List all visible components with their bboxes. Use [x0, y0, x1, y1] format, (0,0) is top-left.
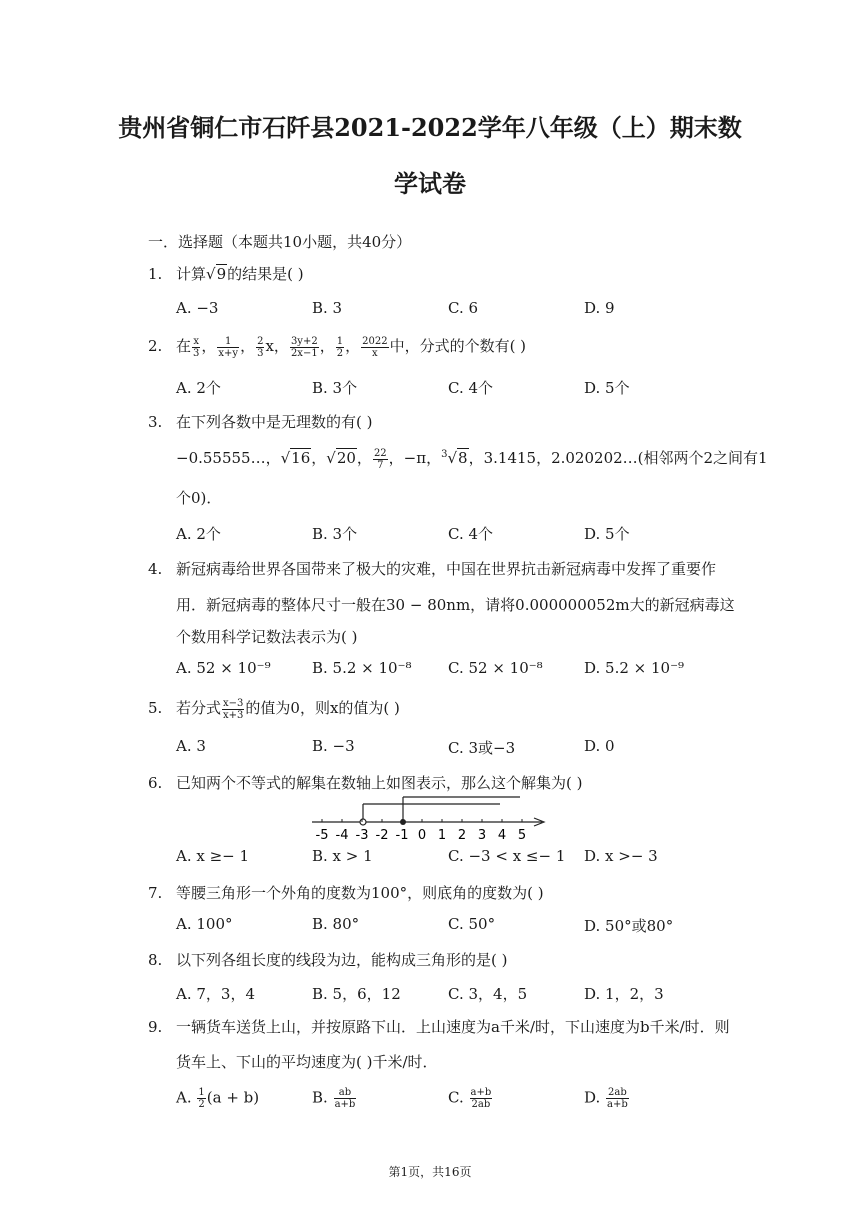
question-2: 2. 在 $\frac{x}{3}$ ， $\frac{1}{x+y}$ ， $\frac{2}{3}$ x， $\frac{3y+2}{2x-1}$ ， $\frac{1}{2}$ ， $\frac{2022}{x}$ 中，分式的个数有( ) — [148, 335, 527, 359]
open-circle-point — [360, 819, 366, 825]
q8-option-d: D. 1，2，3 — [584, 985, 664, 1003]
closed-circle-point — [400, 819, 406, 825]
question-5: 5. 若分式 $\frac{x-3}{x+3}$ 的值为0，则x的值为( ) — [148, 697, 400, 721]
q3-line-3: 个0)． — [176, 489, 222, 507]
q5-option-d: D. 0 — [584, 737, 615, 755]
q8-option-b: B. 5，6，12 — [312, 985, 401, 1003]
q4-option-a: A. 52 × 10⁻⁹ — [176, 659, 271, 677]
q9-option-a: A. $\frac{1}{2}$ (a + b) — [176, 1087, 260, 1110]
tick-label: -3 — [355, 828, 369, 843]
q6-option-a: A. x ≥− 1 — [176, 847, 250, 865]
question-3: 3. 在下列各数中是无理数的有( ) — [148, 413, 373, 431]
tick-label: -4 — [335, 828, 349, 843]
tick-label: 1 — [437, 828, 447, 843]
q3-option-b: B. 3个 — [312, 525, 358, 543]
q4-line-2: 用．新冠病毒的整体尺寸一般在30 − 80nm，请将0.000000052m大的新冠病毒这 — [176, 596, 735, 614]
q4-option-c: C. 52 × 10⁻⁸ — [448, 659, 543, 677]
q4-line-3: 个数用科学记数法表示为( ) — [176, 628, 358, 646]
fraction: $\frac{x}{3}$ — [193, 335, 200, 359]
q2-option-a: A. 2个 — [176, 379, 221, 397]
q3-option-a: A. 2个 — [176, 525, 221, 543]
q3-option-d: D. 5个 — [584, 525, 630, 543]
page-title: 贵州省铜仁市石阡县2021-2022学年八年级（上）期末数 学试卷 — [118, 113, 742, 198]
q7-option-c: C. 50° — [448, 915, 496, 933]
q7-option-a: A. 100° — [176, 915, 233, 933]
q3-line-2: −0.55555…，√16，√20， $\frac{22}{7}$ ，−π，$^3$√8，3.1415，2.020202…(相邻两个2之间有1 — [176, 447, 768, 471]
fraction: $\frac{3y+2}{2x-1}$ — [290, 335, 318, 359]
q1-option-c: C. 6 — [448, 299, 479, 317]
q4-option-b: B. 5.2 × 10⁻⁸ — [312, 659, 412, 677]
q7-option-d: D. 50°或80° — [584, 917, 674, 935]
fraction: $\frac{1}{2}$ — [198, 1087, 205, 1110]
q5-option-a: A. 3 — [176, 737, 206, 755]
q5-option-b: B. −3 — [312, 737, 355, 755]
question-1: 1. 计算√9的结果是( ) — [148, 265, 304, 283]
tick-label: 2 — [457, 828, 467, 843]
question-7: 7. 等腰三角形一个外角的度数为100°，则底角的度数为( ) — [148, 884, 544, 902]
tick-label: -2 — [375, 828, 389, 843]
q9-line-2: 货车上、下山的平均速度为( )千米/时． — [176, 1053, 438, 1071]
question-4: 4. 新冠病毒给世界各国带来了极大的灾难，中国在世界抗击新冠病毒中发挥了重要作 — [148, 560, 717, 578]
q1-option-a: A. −3 — [176, 299, 219, 317]
tick-label: -5 — [315, 828, 329, 843]
q9-option-d: D. $\frac{2ab}{a+b}$ — [584, 1087, 628, 1110]
q5-option-c: C. 3或−3 — [448, 739, 516, 757]
q8-option-c: C. 3，4，5 — [448, 985, 528, 1003]
fraction: $\frac{2022}{x}$ — [362, 335, 388, 359]
fraction: $\frac{2}{3}$ — [257, 335, 264, 359]
q9-option-c: C. $\frac{a+b}{2ab}$ — [448, 1087, 492, 1110]
fraction: $\frac{a+b}{2ab}$ — [470, 1087, 492, 1110]
q3-option-c: C. 4个 — [448, 525, 494, 543]
q7-option-b: B. 80° — [312, 915, 360, 933]
fraction: $\frac{x-3}{x+3}$ — [223, 697, 244, 721]
q1-option-d: D. 9 — [584, 299, 615, 317]
page-footer: 第1页，共16页 — [388, 1165, 472, 1179]
fraction: $\frac{ab}{a+b}$ — [334, 1087, 356, 1110]
q2-option-d: D. 5个 — [584, 379, 630, 397]
q6-option-d: D. x >− 3 — [584, 847, 658, 865]
tick-label: 5 — [517, 828, 527, 843]
fraction: $\frac{1}{2}$ — [336, 335, 344, 359]
q4-option-d: D. 5.2 × 10⁻⁹ — [584, 659, 685, 677]
q1-option-b: B. 3 — [312, 299, 343, 317]
fraction: $\frac{22}{7}$ — [373, 447, 387, 471]
section-heading: 一．选择题（本题共10小题，共40分） — [148, 233, 412, 251]
number-line-figure — [310, 795, 550, 845]
question-6: 6. 已知两个不等式的解集在数轴上如图表示，那么这个解集为( ) — [148, 774, 583, 792]
q2-option-b: B. 3个 — [312, 379, 358, 397]
fraction: $\frac{1}{x+y}$ — [218, 335, 239, 359]
q2-option-c: C. 4个 — [448, 379, 494, 397]
tick-label: 0 — [417, 828, 427, 843]
q8-option-a: A. 7，3，4 — [176, 985, 255, 1003]
question-8: 8. 以下列各组长度的线段为边，能构成三角形的是( ) — [148, 951, 508, 969]
tick-label: 3 — [477, 828, 487, 843]
q9-option-b: B. $\frac{ab}{a+b}$ — [312, 1087, 356, 1110]
tick-label: 4 — [497, 828, 507, 843]
question-9: 9. 一辆货车送货上山，并按原路下山．上山速度为a千米/时，下山速度为b千米/时．则 — [148, 1018, 730, 1036]
q6-option-b: B. x > 1 — [312, 847, 373, 865]
tick-label: -1 — [395, 828, 409, 843]
fraction: $\frac{2ab}{a+b}$ — [607, 1087, 628, 1110]
q6-option-c: C. −3 < x ≤− 1 — [448, 847, 566, 865]
